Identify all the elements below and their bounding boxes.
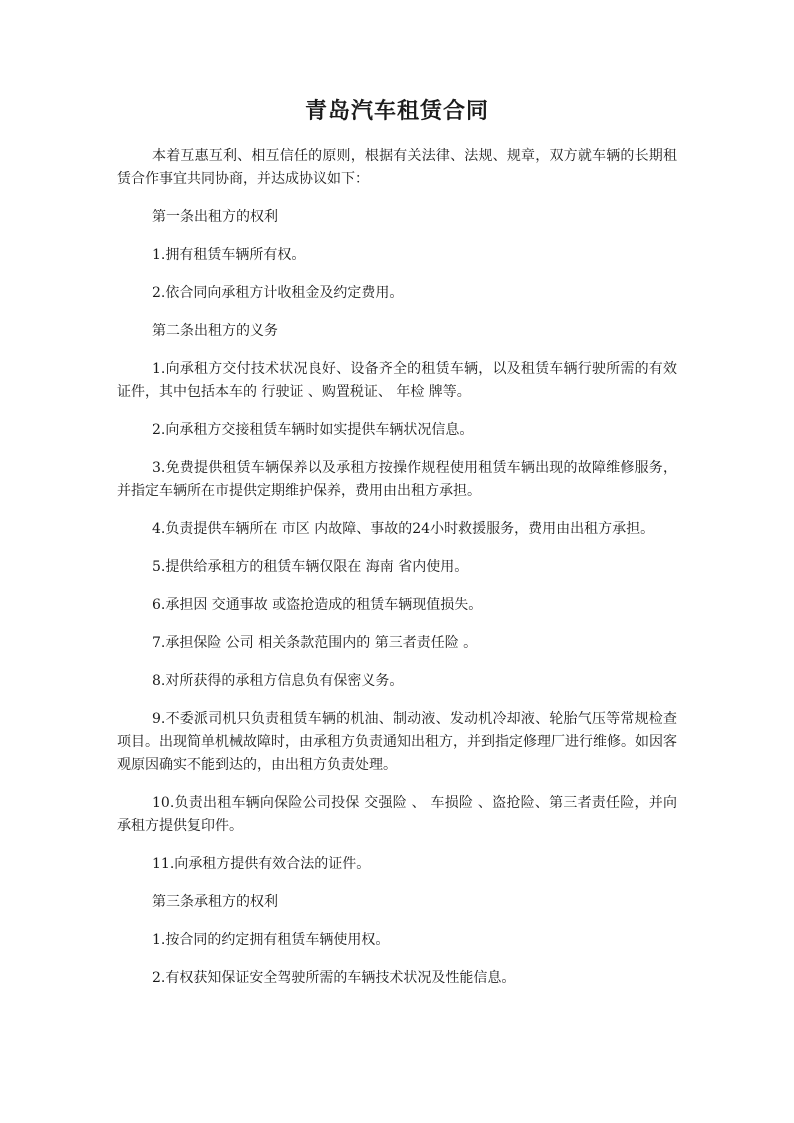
clause-paragraph: 5.提供给承租方的租赁车辆仅限在 海南 省内使用。 [152,559,469,575]
clause-paragraph: 7.承担保险 公司 相关条款范围内的 第三者责任险 。 [152,635,478,651]
clause-paragraph: 9.不委派司机只负责租赁车辆的机油、制动液、发动机冷却液、轮胎气压等常规检查项目。出现简单机械故障时，由承租方负责通知出租方，并到指定修理厂进行维修。如因客观原因确实不能到达的，由出租方负责处理。 [117,711,677,773]
clause-paragraph: 1.按合同的约定拥有租赁车辆使用权。 [152,932,390,948]
clause-paragraph: 1.拥有租赁车辆所有权。 [152,247,306,263]
clause-paragraph: 2.依合同向承租方计收租金及约定费用。 [152,285,404,301]
section-heading: 第一条出租方的权利 [152,209,278,225]
clause-paragraph: 8.对所获得的承租方信息负有保密义务。 [152,673,404,689]
clause-paragraph: 1.向承租方交付技术状况良好、设备齐全的租赁车辆，以及租赁车辆行驶所需的有效证件，其中包括本车的 行驶证 、购置税证、 年检 牌等。 [117,361,677,400]
clause-paragraph: 4.负责提供车辆所在 市区 内故障、事故的24小时救援服务，费用由出租方承担。 [152,521,655,537]
intro-paragraph: 本着互惠互利、相互信任的原则，根据有关法律、法规、规章，双方就车辆的长期租赁合作事宜共同协商，并达成协议如下： [117,148,677,187]
section-heading: 第二条出租方的义务 [152,323,278,339]
document-title: 青岛汽车租赁合同 [304,98,489,124]
clause-paragraph: 3.免费提供租赁车辆保养以及承租方按操作规程使用租赁车辆出现的故障维修服务，并指定车辆所在市提供定期维护保养，费用由出租方承担。 [117,460,677,499]
clause-paragraph: 10.负责出租车辆向保险公司投保 交强险 、 车损险 、盗抢险、第三者责任险，并向承租方提供复印件。 [117,795,677,834]
clause-paragraph: 2.有权获知保证安全驾驶所需的车辆技术状况及性能信息。 [152,970,516,986]
clause-paragraph: 6.承担因 交通事故 或盗抢造成的租赁车辆现值损失。 [152,597,483,613]
clause-paragraph: 11.向承租方提供有效合法的证件。 [152,856,371,872]
section-heading: 第三条承租方的权利 [152,894,278,910]
document-body [117,145,677,990]
clause-paragraph: 2.向承租方交接租赁车辆时如实提供车辆状况信息。 [152,422,474,438]
